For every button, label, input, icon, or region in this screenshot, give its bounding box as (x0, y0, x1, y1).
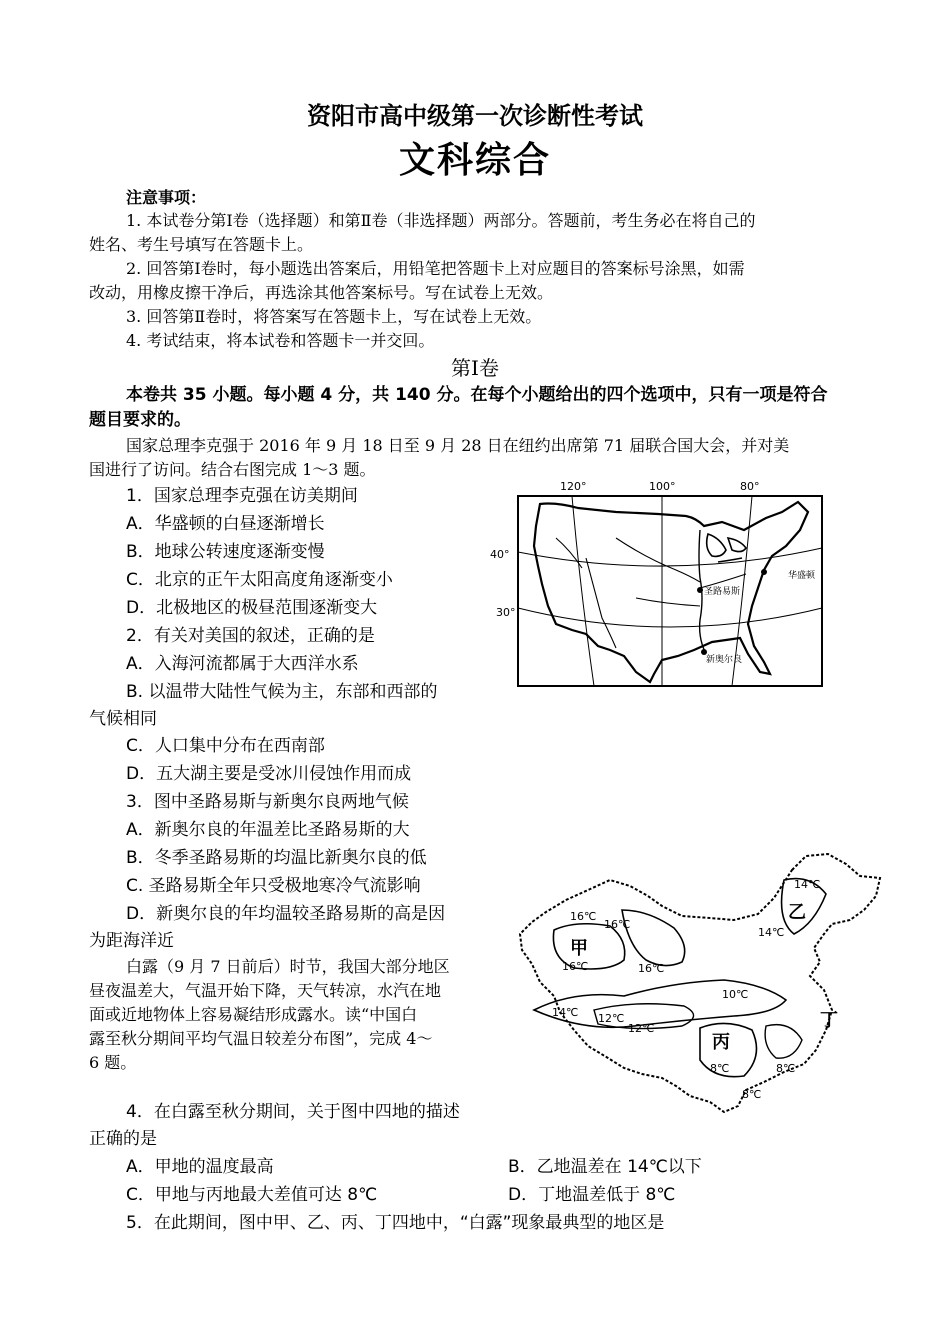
section-title: 第Ⅰ卷 (451, 356, 499, 380)
isotherm-16-d: 16℃ (638, 962, 665, 975)
q1-stem: 1．国家总理李克强在访美期间 (126, 486, 358, 506)
region-jia-label: 甲 (570, 938, 588, 959)
notice-item-1-cont: 姓名、考生号填写在答题卡上。 (89, 235, 314, 254)
isotherm-14-yi: 14℃ (758, 926, 785, 939)
passage-1: 国家总理李克强于 2016 年 9 月 18 日至 9 月 28 日在纽约出席第 71 届联合国大会，并对美 (126, 436, 790, 455)
new-orleans-label: 新奥尔良 (706, 655, 743, 665)
q4-stem-cont: 正确的是 (89, 1129, 157, 1149)
notice-item-4: 4. 考试结束，将本试卷和答题卡一并交回。 (126, 331, 435, 350)
passage-1-cont: 国进行了访问。结合右图完成 1～3 题。 (89, 460, 376, 479)
region-ding-label: 丁 (820, 1010, 838, 1031)
isotherm-16-c: 16℃ (562, 960, 589, 973)
q3-option-b: B．冬季圣路易斯的均温比新奥尔良的低 (126, 848, 427, 868)
q2-option-a: A．入海河流都属于大西洋水系 (126, 654, 359, 674)
passage-2-line-5: 6 题。 (89, 1053, 137, 1072)
isotherm-12-b: 12℃ (628, 1022, 655, 1035)
lat-40-label: 40° (490, 548, 510, 561)
notice-heading: 注意事项： (126, 188, 207, 207)
q4-option-c: C．甲地与丙地最大差值可达 8℃ (126, 1185, 378, 1205)
q1-option-c: C．北京的正午太阳高度角逐渐变小 (126, 570, 393, 590)
china-map (514, 850, 884, 1122)
q3-option-d: D．新奥尔良的年均温较圣路易斯的高是因 (126, 904, 446, 924)
q3-option-c: C. 圣路易斯全年只受极地寒冷气流影响 (126, 876, 421, 896)
isotherm-14-w: 14℃ (552, 1006, 579, 1019)
q4-option-a: A．甲地的温度最高 (126, 1157, 274, 1177)
isotherm-8-c: 8℃ (742, 1088, 762, 1101)
region-bing-label: 丙 (712, 1032, 730, 1053)
q3-option-a: A．新奥尔良的年温差比圣路易斯的大 (126, 820, 410, 840)
subject-title: 文科综合 (398, 140, 551, 181)
st-louis-label: 圣路易斯 (704, 587, 741, 597)
section-intro-cont: 题目要求的。 (89, 410, 191, 430)
exam-title: 资阳市高中级第一次诊断性考试 (307, 102, 643, 130)
isotherm-8-b: 8℃ (776, 1062, 796, 1075)
passage-2: 白露（9 月 7 日前后）时节，我国大部分地区 (126, 957, 450, 976)
notice-item-2-cont: 改动，用橡皮擦干净后，再选涂其他答案标号。写在试卷上无效。 (89, 283, 554, 302)
lat-30-label: 30° (496, 606, 516, 619)
q2-option-b: B. 以温带大陆性气候为主，东部和西部的 (126, 682, 438, 702)
q2-stem: 2．有关对美国的叙述，正确的是 (126, 626, 375, 646)
q5-stem: 5．在此期间，图中甲、乙、丙、丁四地中，“白露”现象最典型的地区是 (126, 1213, 665, 1233)
isotherm-16-b: 16℃ (604, 918, 631, 931)
isotherm-14-ne: 14℃ (794, 878, 821, 891)
notice-item-1: 1. 本试卷分第Ⅰ卷（选择题）和第Ⅱ卷（非选择题）两部分。答题前，考生务必在将自己的 (126, 211, 756, 230)
q2-option-c: C．人口集中分布在西南部 (126, 736, 325, 756)
passage-2-line-2: 昼夜温差大，气温开始下降，天气转凉，水汽在地 (89, 981, 442, 1000)
passage-2-line-4: 露至秋分期间平均气温日较差分布图”，完成 4～ (89, 1029, 433, 1048)
lon-100-label: 100° (649, 480, 676, 493)
q3-option-d-cont: 为距海洋近 (89, 931, 174, 951)
q1-option-d: D．北极地区的极昼范围逐渐变大 (126, 598, 378, 618)
notice-item-3: 3. 回答第Ⅱ卷时，将答案写在答题卡上，写在试卷上无效。 (126, 307, 542, 326)
q4-stem: 4．在白露至秋分期间，关于图中四地的描述 (126, 1102, 460, 1122)
q1-option-a: A．华盛顿的白昼逐渐增长 (126, 514, 325, 534)
usa-map (486, 478, 830, 688)
isotherm-10: 10℃ (722, 988, 749, 1001)
region-yi-label: 乙 (788, 902, 806, 923)
isotherm-8-a: 8℃ (710, 1062, 730, 1075)
passage-2-line-3: 面或近地物体上容易凝结形成露水。读“中国白 (89, 1005, 418, 1024)
lon-80-label: 80° (740, 480, 760, 493)
q4-option-b: B．乙地温差在 14℃以下 (508, 1157, 702, 1177)
q4-option-d: D．丁地温差低于 8℃ (508, 1185, 676, 1205)
q2-option-d: D．五大湖主要是受冰川侵蚀作用而成 (126, 764, 412, 784)
washington-label: 华盛顿 (788, 571, 816, 581)
q2-option-b-cont: 气候相同 (89, 709, 157, 729)
q1-option-b: B．地球公转速度逐渐变慢 (126, 542, 325, 562)
notice-item-2: 2. 回答第Ⅰ卷时，每小题选出答案后，用铅笔把答题卡上对应题目的答案标号涂黑，如需 (126, 259, 745, 278)
section-intro: 本卷共 35 小题。每小题 4 分，共 140 分。在每个小题给出的四个选项中，只有一项是符合 (126, 385, 828, 405)
isotherm-12-a: 12℃ (598, 1012, 625, 1025)
q3-stem: 3．图中圣路易斯与新奥尔良两地气候 (126, 792, 409, 812)
lon-120-label: 120° (560, 480, 587, 493)
isotherm-16-a: 16℃ (570, 910, 597, 923)
